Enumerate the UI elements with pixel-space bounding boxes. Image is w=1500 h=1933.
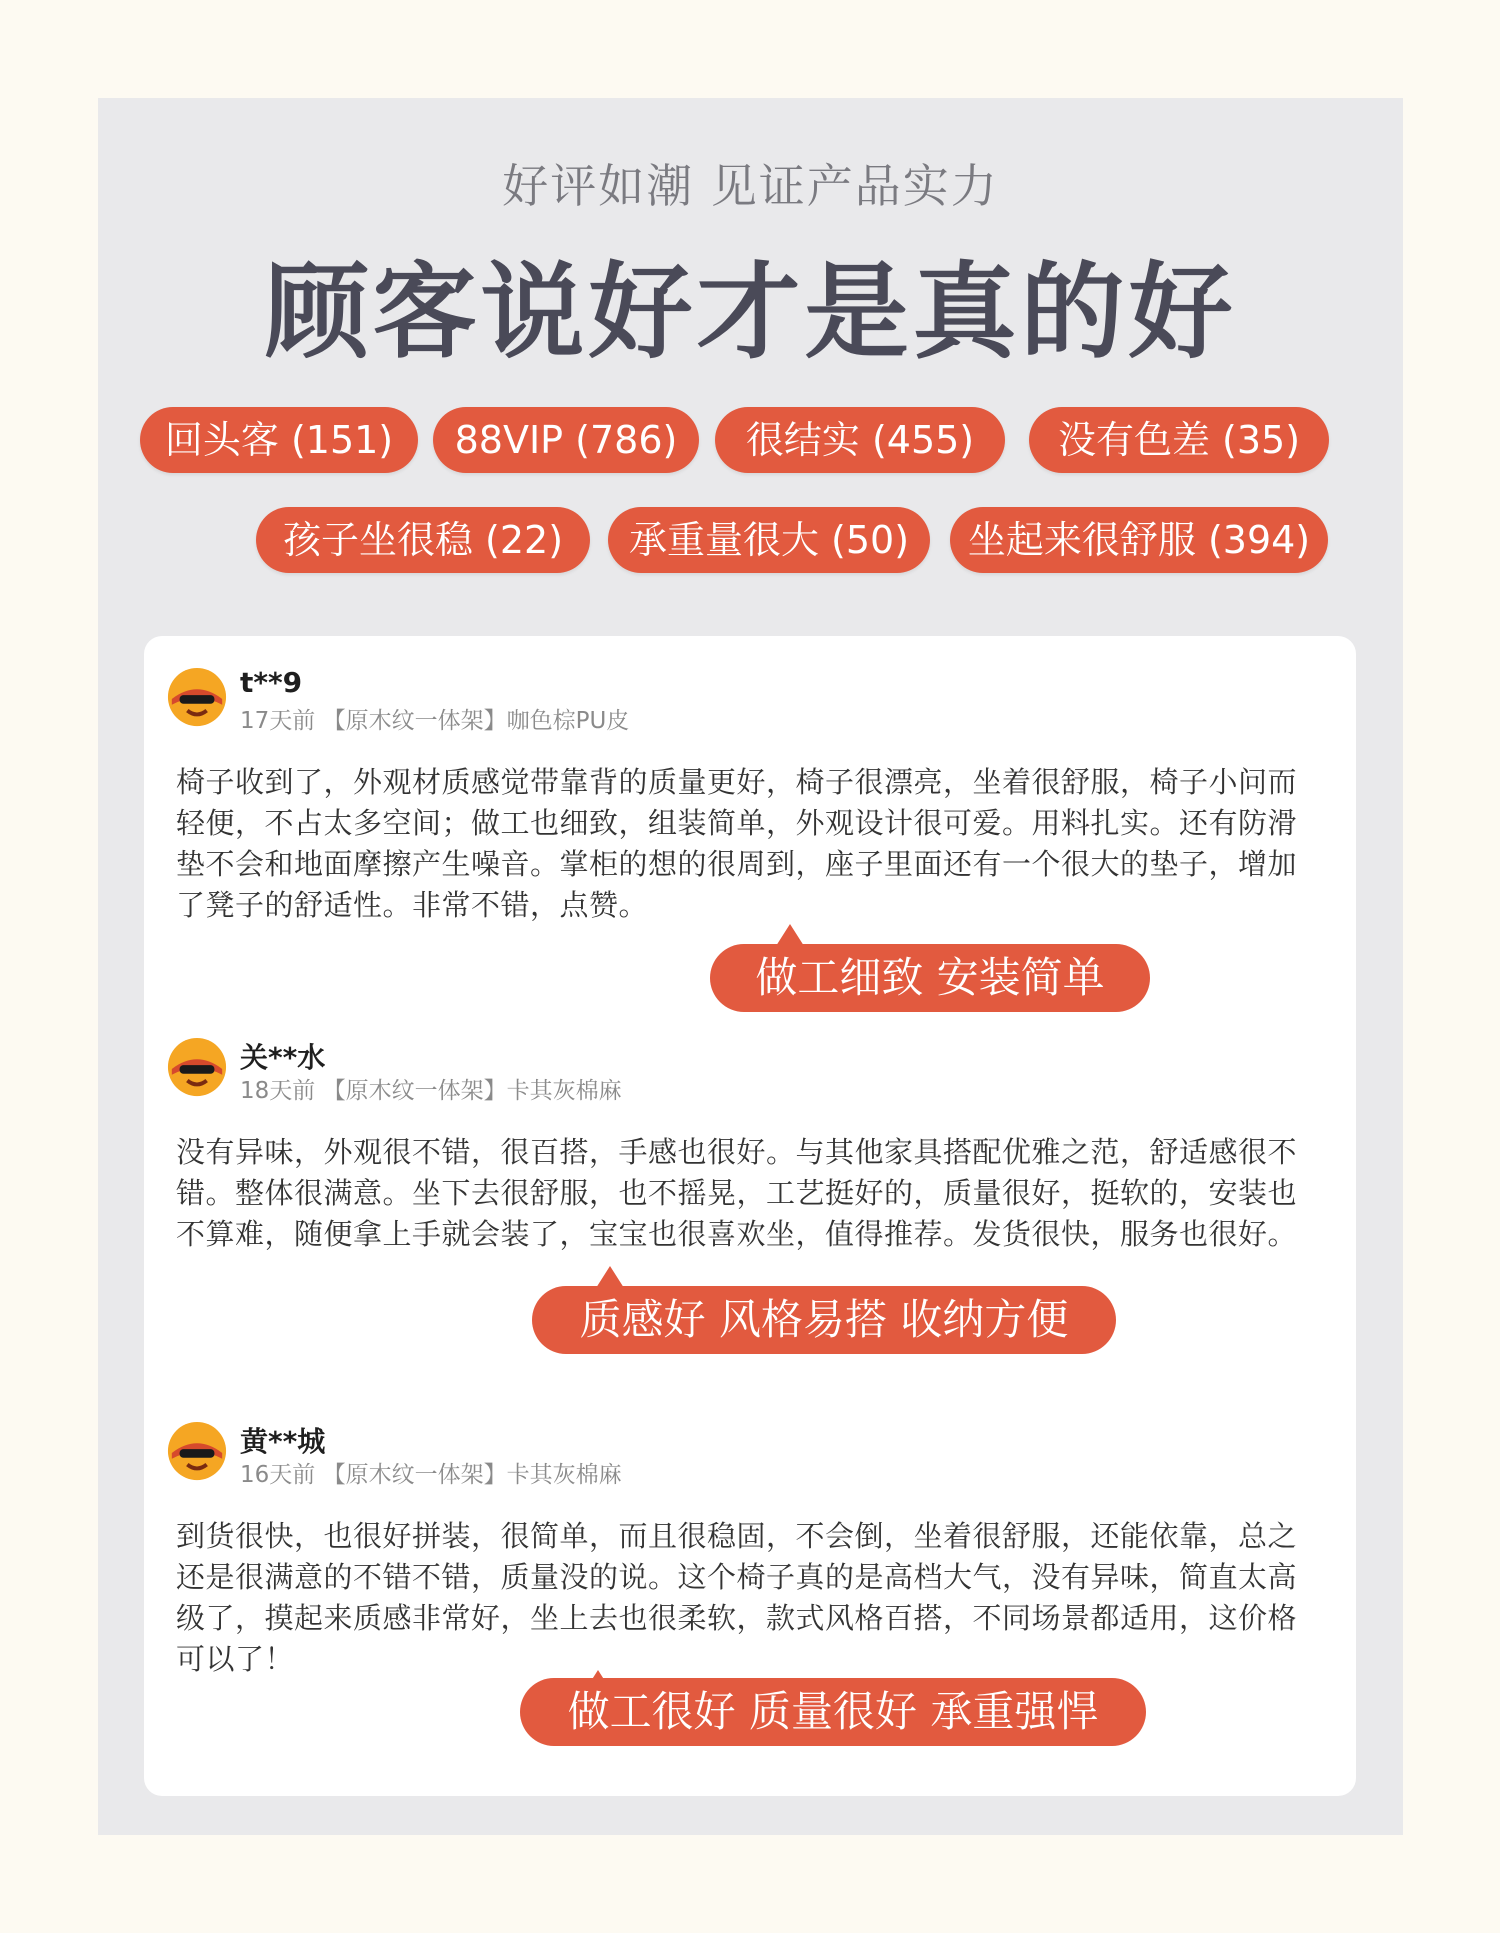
review-username: 关**水: [240, 1041, 326, 1074]
review-meta: 17天前 【原木纹一体架】咖色棕PU皮: [240, 708, 630, 734]
poster-subtitle: 好评如潮 见证产品实力: [502, 159, 999, 213]
avatar-icon: [166, 666, 228, 728]
avatar-icon: [166, 1420, 228, 1482]
highlight-caret: [776, 924, 804, 946]
review-highlight: 质感好 风格易搭 收纳方便: [532, 1286, 1116, 1354]
tag-88vip[interactable]: 88VIP (786): [433, 407, 699, 473]
review-highlight: 做工细致 安装简单: [710, 944, 1150, 1012]
tag-comfortable[interactable]: 坐起来很舒服 (394): [950, 507, 1328, 573]
review-body: 没有异味，外观很不错，很百搭，手感也很好。与其他家具搭配优雅之范，舒适感很不错。整体很满意。坐下去很舒服，也不摇晃，工艺挺好的，质量很好，挺软的，安装也不算难，随便拿上手就会装了，宝宝也很喜欢坐，值得推荐。发货很快，服务也很好。: [176, 1135, 1298, 1251]
reviews-card: [144, 636, 1356, 1796]
review-meta: 16天前 【原木纹一体架】卡其灰棉麻: [240, 1462, 622, 1488]
review-body: 椅子收到了，外观材质感觉带靠背的质量更好，椅子很漂亮，坐着很舒服，椅子小问而轻便，不占太多空间；做工也细致，组装简单，外观设计很可爱。用料扎实。还有防滑垫不会和地面摩擦产生噪音。掌柜的想的很周到，座子里面还有一个很大的垫子，增加了凳子的舒适性。非常不错，点赞。: [176, 765, 1298, 922]
review-item: [144, 1036, 1356, 1366]
avatar-icon: [166, 1036, 228, 1098]
tag-no-color-diff[interactable]: 没有色差 (35): [1029, 407, 1329, 473]
review-username: 黄**城: [240, 1425, 326, 1458]
tag-high-load[interactable]: 承重量很大 (50): [608, 507, 930, 573]
highlight-caret: [596, 1266, 624, 1288]
poster-title: 顾客说好才是真的好: [264, 251, 1237, 373]
review-body: 到货很快，也很好拼装，很简单，而且很稳固，不会倒，坐着很舒服，还能依靠，总之还是很满意的不错不错，质量没的说。这个椅子真的是高档大气，没有异味，简直太高级了，摸起来质感非常好，坐上去也很柔软，款式风格百搭，不同场景都适用，这价格可以了！: [176, 1519, 1298, 1676]
tag-repeat-customer[interactable]: 回头客 (151): [140, 407, 418, 473]
tag-kids-stable[interactable]: 孩子坐很稳 (22): [256, 507, 590, 573]
review-item: [144, 666, 1356, 1002]
review-meta: 18天前 【原木纹一体架】卡其灰棉麻: [240, 1078, 622, 1104]
review-item: [144, 1420, 1356, 1760]
tag-sturdy[interactable]: 很结实 (455): [715, 407, 1005, 473]
review-poster: [98, 98, 1403, 1835]
review-highlight: 做工很好 质量很好 承重强悍: [520, 1678, 1146, 1746]
review-username: t**9: [240, 666, 303, 699]
